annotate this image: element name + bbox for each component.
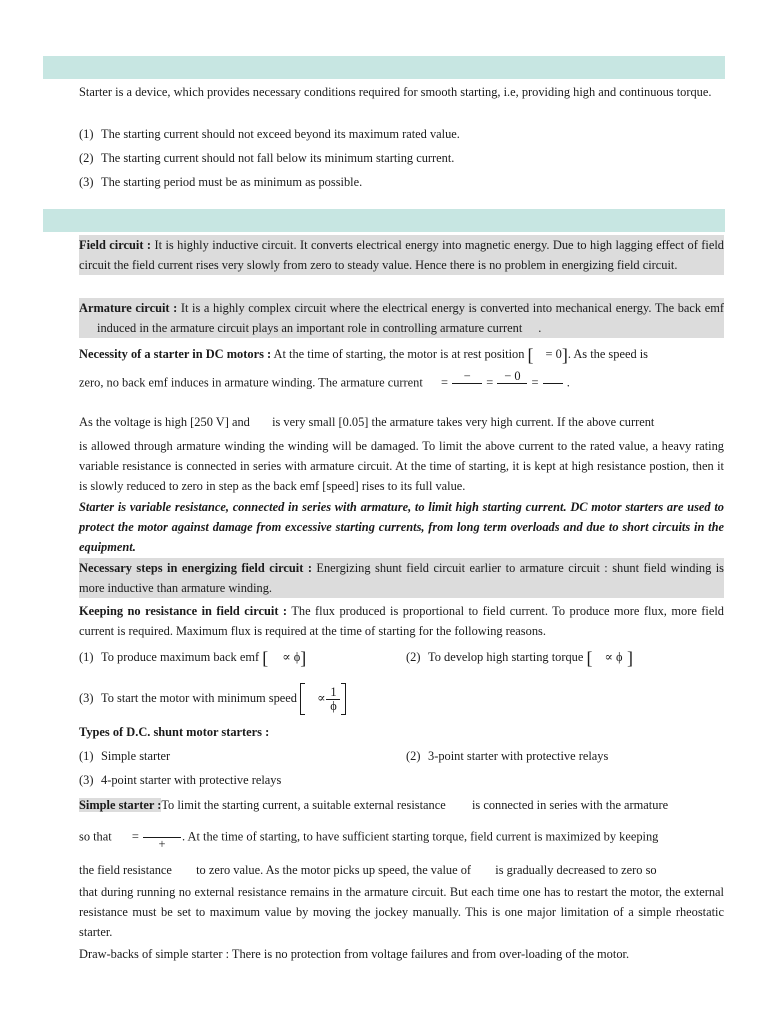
bracket-right	[341, 683, 346, 715]
simple-starter-title: Simple starter :	[79, 798, 162, 812]
condition-item: (2) The starting current should not fall below its minimum starting current.	[79, 151, 455, 165]
drawbacks: Draw-backs of simple starter : There is no protection from voltage failures and from over-loading of the motor.	[79, 947, 630, 961]
voltage-line: As the voltage is high [250 V] and is very small [0.05] the armature takes very high current. If the above current	[79, 415, 655, 429]
simple-starter-paragraph: that during running no external resistance remains in the armature circuit. But each time one has to restart the motor, the external resistance must be set to maximum value by moving the jockey manually. This is one major limitation of a simple rheostatic starter.	[79, 885, 724, 939]
starter-definition-italic: Starter is variable resistance, connected in series with armature, to limit high starting current. DC motor starters are used to protect the motor against damage from excessive starting currents, from long term overloads and due to short circuits in the equipment.	[79, 500, 724, 554]
fraction: +	[143, 824, 181, 851]
no-resistance-paragraph: Keeping no resistance in field circuit : The flux produced is proportional to field current. To produce more flux, more field current is required. Maximum flux is required at the time of starting for the following reasons.	[79, 604, 725, 638]
condition-item: (1) The starting current should not exceed beyond its maximum rated value.	[79, 127, 460, 141]
armature-current-equation: zero, no back emf induces in armature winding. The armature current = − = − 0 = .	[79, 370, 724, 397]
simple-starter-equation: so that = + . At the time of starting, to have sufficient starting torque, field current is maximized by keeping	[79, 824, 724, 851]
field-circuit-title: Field circuit :	[79, 238, 152, 252]
armature-circuit-title: Armature circuit :	[79, 301, 178, 315]
starter-definition: Starter is a device, which provides necessary conditions required for smooth starting, i.e, providing high and continuous torque.	[79, 85, 712, 99]
section-header-band	[43, 56, 725, 79]
types-title: Types of D.C. shunt motor starters :	[79, 725, 270, 739]
fraction: −	[452, 370, 482, 397]
condition-item: (3) The starting period must be as minimum as possible.	[79, 175, 363, 189]
voltage-value: [250 V]	[190, 415, 229, 429]
type-item: (3) 4-point starter with protective relays	[79, 773, 282, 787]
fraction: − 0	[497, 370, 527, 397]
field-resistance-line: the field resistance to zero value. As the motor picks up speed, the value of is gradually decreased to zero so	[79, 863, 657, 877]
energizing-title: Necessary steps in energizing field circuit :	[79, 561, 312, 575]
bracket-left	[300, 683, 305, 715]
section-header-band	[43, 209, 725, 232]
energizing-paragraph: Necessary steps in energizing field circuit : Energizing shunt field circuit earlier to armature circuit : shunt field winding is more inductive than armature winding.	[79, 558, 724, 598]
necessity-title: Necessity of a starter in DC motors :	[79, 347, 272, 361]
reason-item: (3) To start the motor with minimum speed ∝ $\frac{1}{\phi}$	[79, 678, 724, 718]
resistance-value: [0.05]	[338, 415, 369, 429]
fraction: $\frac{1}{\phi}$	[326, 686, 340, 713]
type-item: (1) Simple starter	[79, 749, 171, 763]
no-resistance-title: Keeping no resistance in field circuit :	[79, 604, 288, 618]
armature-circuit-paragraph: Armature circuit : It is a highly complex circuit where the electrical energy is converted into mechanical energy. The back emfinduced in the armature circuit plays an important role in controlling armature current .	[79, 298, 724, 338]
reason-item: (2) To develop high starting torque [ ∝ ϕ ]	[406, 648, 633, 669]
necessity-paragraph: Necessity of a starter in DC motors : At the time of starting, the motor is at rest position [ = 0]. As the speed is	[79, 345, 649, 366]
voltage-paragraph: is allowed through armature winding the winding will be damaged. To limit the above current to the rated value, a heavy rating variable resistance is connected in series with armature circuit. At the time of starting, it is kept at high resistance postion, then it is slowly reduced to zero in step as the back emf [speed] rises to its full value.	[79, 439, 724, 493]
reason-item: (1) To produce maximum back emf [ ∝ ϕ]	[79, 648, 307, 669]
type-item: (2) 3-point starter with protective relays	[406, 749, 609, 763]
simple-starter-line: Simple starter :To limit the starting current, a suitable external resistance is connected in series with the armature	[79, 798, 669, 812]
fraction	[543, 370, 563, 397]
field-circuit-paragraph: Field circuit : It is highly inductive circuit. It converts electrical energy into magnetic energy. Due to high lagging effect of field circuit the field current rises very slowly from zero to steady value. Hence there is no problem in energizing field circuit.	[79, 235, 724, 275]
